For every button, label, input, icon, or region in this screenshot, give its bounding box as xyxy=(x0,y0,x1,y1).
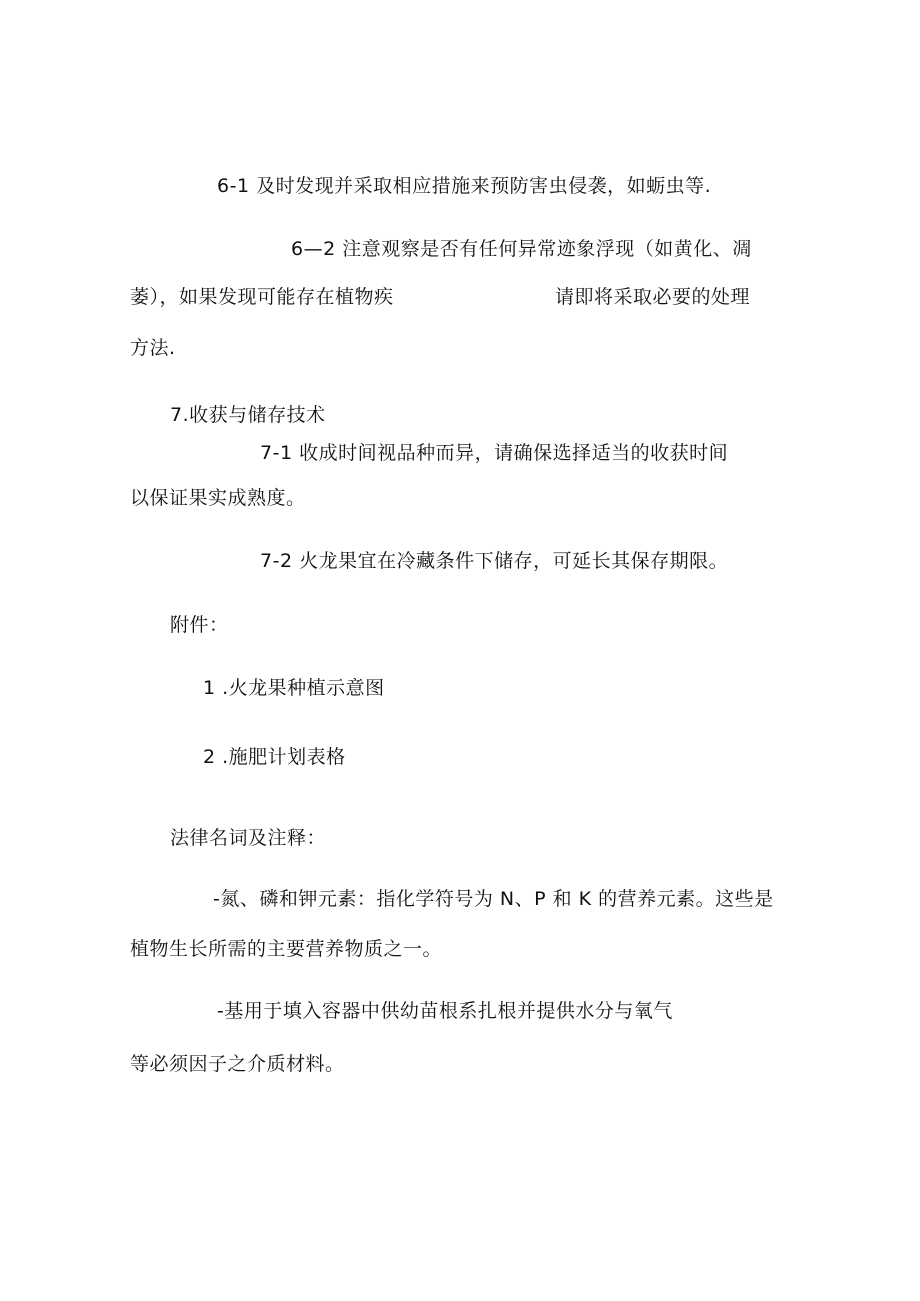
glossary-term2-line2: 等必须因子之介质材料。 xyxy=(130,1053,345,1075)
item-7-2: 7-2 火龙果宜在冷藏条件下储存，可延长其保存期限。 xyxy=(260,550,729,572)
glossary-heading: 法律名词及注释： xyxy=(170,827,327,849)
item-6-2-line3: 方法. xyxy=(130,337,176,359)
item-6-2-line1: 6—2 注意观察是否有任何异常迹象浮现（如黄化、凋 xyxy=(291,238,752,260)
attachment-item-1: 1 .火龙果种植示意图 xyxy=(203,677,385,699)
item-6-1: 6-1 及时发现并采取相应措施来预防害虫侵袭，如蛎虫等. xyxy=(217,175,712,197)
attachments-heading: 附件： xyxy=(170,614,229,636)
glossary-term2-line1: -基用于填入容器中供幼苗根系扎根并提供水分与氧气 xyxy=(217,1000,673,1022)
item-6-2-line2-left: 萎），如果发现可能存在植物疾 xyxy=(130,286,394,308)
item-7-1-line2: 以保证果实成熟度。 xyxy=(130,487,306,509)
item-7-1-line1: 7-1 收成时间视品种而异，请确保选择适当的收获时间 xyxy=(260,442,729,464)
section-7-heading: 7.收获与储存技术 xyxy=(170,404,326,426)
item-6-2-line2-right: 请即将采取必要的处理 xyxy=(555,286,751,308)
glossary-term1-line1: -氮、磷和钾元素：指化学符号为 N、P 和 K 的营养元素。这些是 xyxy=(213,888,774,910)
attachment-item-2: 2 .施肥计划表格 xyxy=(203,746,346,768)
glossary-term1-line2: 植物生长所需的主要营养物质之一。 xyxy=(130,938,443,960)
